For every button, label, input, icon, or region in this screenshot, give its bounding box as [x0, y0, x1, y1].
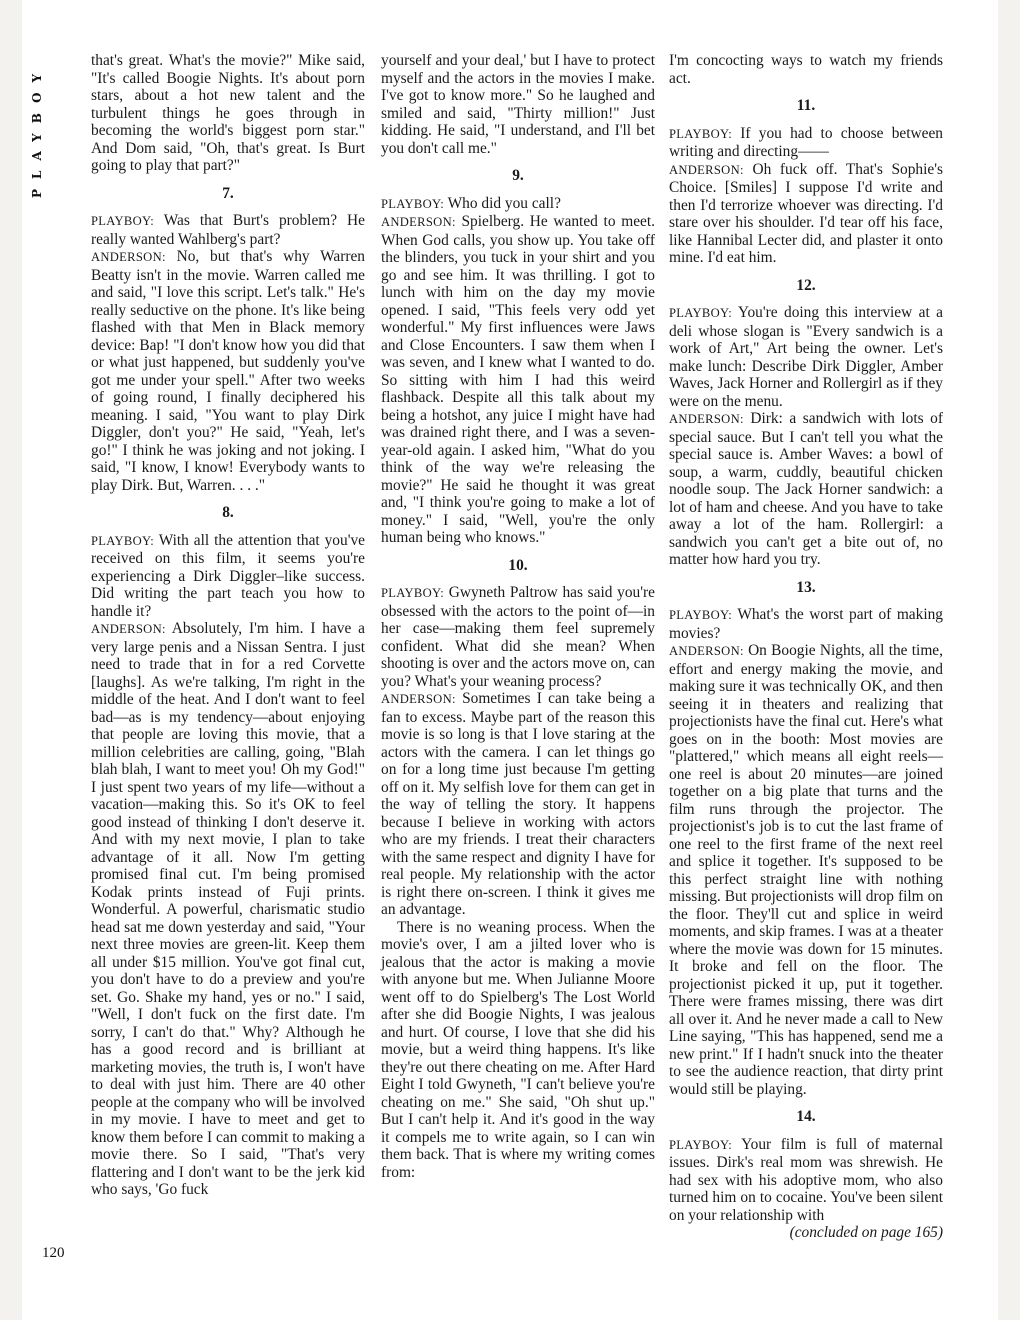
speaker-label: ANDERSON:	[669, 644, 744, 658]
answer	[91, 620, 365, 1199]
question-text: If you had to choose between writing and directing——	[669, 124, 943, 160]
answer-text: Oh fuck off. That's Sophie's Choice. [Smiles] I suppose I'd write and then I'd terrorize whoever was directing. I'd stare over his shoulder. I'd tear off his face, like Hannibal Lecter did, and plaster it onto mine. I'd eat him.	[669, 160, 943, 266]
question-text: Gwyneth Paltrow has said you're obsessed with the actors to the point of—in her case—making them feel supremely confident. What did she mean? When shooting is over and the actors move on, can you? What's your weaning process?	[381, 584, 655, 690]
question-text: Was that Burt's problem? He really wanted Wahlberg's part?	[91, 212, 365, 248]
speaker-label: PLAYBOY:	[669, 306, 733, 320]
speaker-label: ANDERSON:	[91, 250, 166, 264]
speaker-label: PLAYBOY:	[669, 126, 733, 141]
question	[91, 532, 365, 621]
answer-text: Dirk: a sandwich with lots of special sauce. But I can't tell you what the special sauce is. Amber Waves: a bowl of soup, a warm, cuddly, beautiful chicken noodle soup. The Jack Horner sandwich: a lot of ham and cheese. And you have to take away a lot of the ham. Rollergirl: a sandwich you can't get a bite out of, no matter how hard you try.	[669, 410, 943, 568]
answer-text: Spielberg. He wanted to meet. When God calls, you show up. You take off the blinders, you tuck in your shirt and you go and see him. It was thrilling. I got to lunch with him on the day my movie opened. I said, "This feels very odd yet wonderful." My first influences were Jaws and Close Encounters. I saw them when I was seven, and I knew what I wanted to do. So sitting with him I had this weird flashback. Despite all this talk about my being a hotshot, any juice I might have had was drained right there, and I was a seven-year-old again. I asked him, "What do you think of the way we're releasing the movie?" He said he thought it was great and, "I think you're going to make a lot of money." I said, "Well, you're the only human being who knows."	[381, 213, 655, 546]
text-column-2	[381, 52, 655, 1181]
section-number: 10.	[508, 556, 528, 574]
question-text: Who did you call?	[447, 194, 561, 212]
question-text: With all the attention that you've received on this film, it seems you're experiencing a Dirk Diggler–like success. Did writing the part teach you how to handle it?	[91, 531, 365, 620]
question-text: What's the worst part of making movies?	[669, 606, 943, 642]
question	[381, 584, 655, 690]
speaker-label: PLAYBOY:	[381, 586, 445, 600]
continued-note: (concluded on page 165)	[789, 1224, 943, 1241]
speaker-label: ANDERSON:	[91, 622, 166, 636]
section-number: 11.	[796, 97, 816, 114]
speaker-label: ANDERSON:	[381, 692, 456, 706]
answer	[381, 213, 655, 547]
speaker-label: ANDERSON:	[381, 215, 456, 229]
question-text: Your film is full of maternal issues. Dirk's real mom was shrewish. He had sex with his adoptive mom, who also turned him on to cocaine. You've been silent on your relationship with	[669, 1135, 943, 1224]
section-number: 13.	[796, 578, 816, 596]
answer	[91, 248, 365, 494]
speaker-label: PLAYBOY:	[669, 1137, 733, 1152]
speaker-label: ANDERSON:	[669, 412, 744, 426]
speaker-label: ANDERSON:	[669, 162, 744, 177]
question	[669, 606, 943, 642]
speaker-label: PLAYBOY:	[91, 533, 155, 548]
speaker-label: PLAYBOY:	[669, 608, 733, 622]
paragraph: yourself and your deal,' but I have to protect myself and the actors in the movies I make. I've got to know more." So he laughed and smiled and said, "Thirty million!" Just kidding. He said, "I understand, and I'll bet you don't call me."	[381, 52, 655, 157]
section-number: 8.	[222, 504, 234, 521]
question	[669, 1136, 943, 1225]
section-number: 12.	[796, 276, 816, 294]
question	[669, 125, 943, 161]
answer	[669, 161, 943, 267]
paragraph: I'm concocting ways to watch my friends act.	[669, 52, 943, 87]
answer	[669, 410, 943, 569]
section-number: 7.	[222, 184, 234, 202]
paragraph: that's great. What's the movie?" Mike said, "It's called Boogie Nights. It's about porn stars, about a hot new talent and the turbulent things he goes through in becoming the world's biggest porn star." And Dom said, "Oh, that's great. Is Burt going to play that part?"	[91, 52, 365, 174]
speaker-label: PLAYBOY:	[381, 196, 445, 211]
question	[381, 195, 655, 214]
page-number: 120	[42, 1245, 65, 1261]
speaker-label: PLAYBOY:	[91, 214, 155, 228]
question	[669, 304, 943, 410]
answer-text: On Boogie Nights, all the time, effort and energy making the movie, and making sure it was technically OK, and then seeing it in theaters and realizing that projectionists have the final cut. Here's what goes on in the booth: Most movies are "plattered," which means all eight reels—one reel is about 20 minutes—are joined together on a big plate that turns and the film runs through the projector. The projectionist's job is to cut the last frame of one reel to the first frame of the next reel and splice it together. It's supposed to be this perfect straight line with nothing missing. But projectionists will drop film on the floor. They'll cut and splice in weird moments, and skip frames. I was at a theater where the movie was down for 15 minutes. It broke and fell on the floor. The projectionist picked it up, put it together. There were frames missing, there was dirt all over it. And he never made a call to New Line saying, "This has happened, send me a new print." If I hadn't snuck into the theater to see the audience reaction, that dirty print would still be playing.	[669, 642, 943, 1098]
text-column-3	[669, 52, 943, 1242]
question	[91, 212, 365, 248]
text-column-1	[91, 52, 365, 1199]
answer	[381, 690, 655, 919]
answer-text: Sometimes I can take being a fan to excess. Maybe part of the reason this movie is so long is that I love staring at the actors with the camera. I can let things go on for a long time just because I'm getting off on it. My selfish love for them can get in the way of telling the story. It happens because I believe in working with actors who are my friends. I treat their characters with the same respect and dignity I have for real people. My relationship with the actor is right there on-screen. I think it gives me an advantage.	[381, 690, 655, 918]
answer-text: No, but that's why Warren Beatty isn't in the movie. Warren called me and said, "I love this script. Let's talk." He's really seductive on the phone. It's like being flashed with that Men in Black memory device: Bap! "I don't know how you did that or what just happened, but suddenly you've got me under your spell." After two weeks of going round, I finally deciphered his meaning. I said, "You want to play Dirk Diggler, don't you?" He said, "Yeah, let's go!" I think he was joking and not joking. I said, "I know, I know! Everybody wants to play Dirk. But, Warren. . . ."	[91, 248, 365, 494]
answer	[669, 642, 943, 1098]
section-number: 14.	[796, 1108, 816, 1125]
magazine-name-vertical: PLAYBOY	[30, 63, 44, 198]
answer-text: Absolutely, I'm him. I have a very large penis and a Nissan Sentra. I just need to trade that in for a red Corvette [laughs]. As we're talking, I'm right in the middle of the heat. And I don't want to feel bad—as is my tendency—about enjoying that people are loving this movie, that a million celebrities are calling, going, "Blah blah blah, I want to meet you! Oh my God!" I just spent two years of my life—without a vacation—making this. So it's OK to feel good instead of thinking I don't deserve it. And with my next movie, I plan to take advantage of it all. Now I'm getting promised final cut. I'm being promised Kodak prints instead of Fuji prints. Wonderful. A powerful, charismatic studio head sat me down yesterday and said, "Your next three movies are green-lit. Keep them all under $15 million. You've got final cut, you don't have to do a preview and you're set. Go. Shake my hand, yes or no." I said, "Well, I don't fuck on the first date. I'm sorry, I can't do that." Why? Although he has a good record and is brilliant at marketing movies, the truth is, I won't have to deal with just him. There are 40 other people at the company who will be involved in my movie. I have to meet and get to know them before I can commit to making a movie there. So I said, "That's very flattering and I don't want to be the jerk kid who says, 'Go fuck	[91, 620, 365, 1198]
paragraph: There is no weaning process. When the movie's over, I am a jilted lover who is jealous that the actor is making a movie with anyone but me. When Julianne Moore went off to do Spielberg's The Lost World after she did Boogie Nights, I was jealous and hurt. Of course, I love that she did his movie, but a weird thing happens. It's like they're out there cheating on me. After Hard Eight I told Gwyneth, "I can't believe you're cheating on me." She said, "Oh shut up." But I can't help it. And it's good in the way it compels me to write again, so I can win them back. That is where my writing comes from:	[381, 918, 655, 1181]
section-number: 9.	[512, 167, 524, 184]
question-text: You're doing this interview at a deli whose slogan is "Every sandwich is a work of Art," Art being the owner. Let's make lunch: Describe Dirk Diggler, Amber Waves, Jack Horner and Rollergirl as if they were on the menu.	[669, 304, 943, 410]
